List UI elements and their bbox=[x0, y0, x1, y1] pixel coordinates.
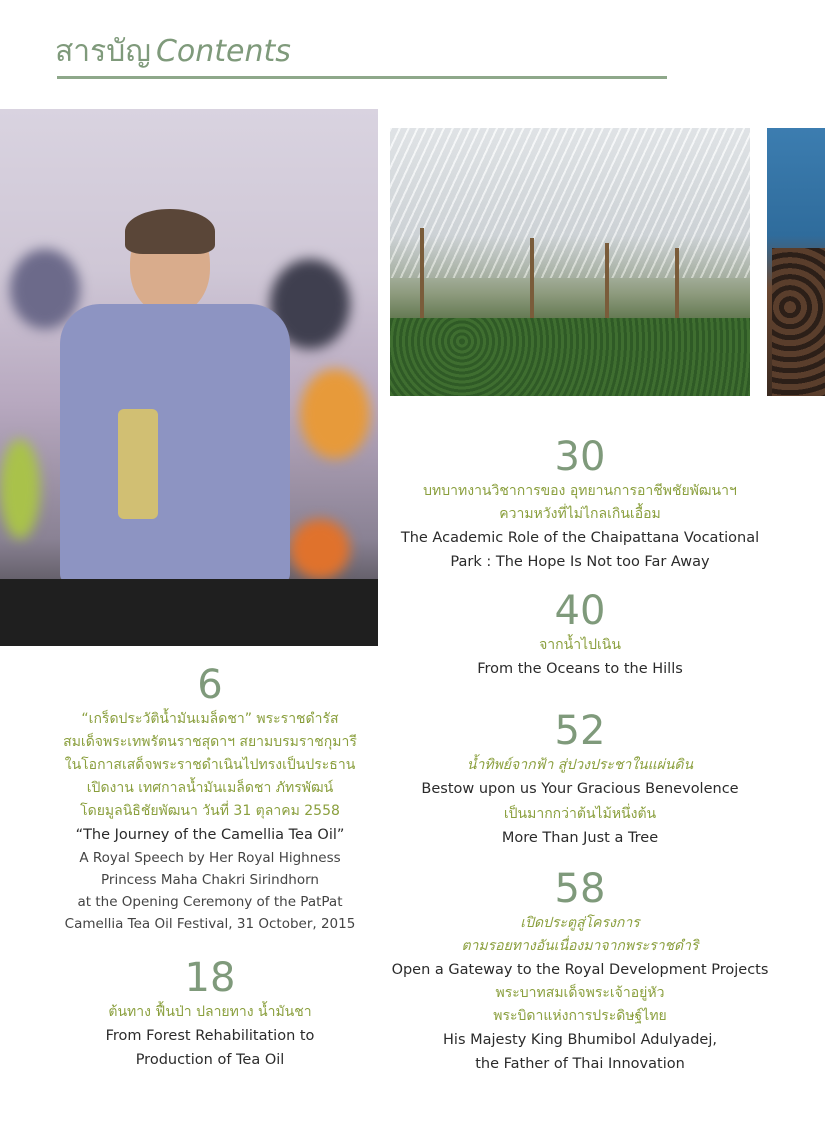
seeds-photo bbox=[767, 128, 825, 396]
thai-line: เปิดงาน เทศกาลน้ำมันเมล็ดชา ภัทรพัฒน์ bbox=[86, 780, 334, 796]
thai-line: เปิดประตูสู่โครงการ bbox=[520, 915, 640, 931]
thai-line: จากน้ำไปเนิน bbox=[539, 637, 621, 653]
title-english: Contents bbox=[155, 34, 291, 69]
thai-line: บทบาทงานวิชาการของ อุทยานการอาชีพชัยพัฒนาฯ bbox=[423, 483, 737, 499]
princess-photo bbox=[0, 109, 378, 646]
page-header bbox=[55, 28, 291, 75]
english-line: the Father of Thai Innovation bbox=[475, 1056, 685, 1072]
entry-page-30[interactable] bbox=[385, 434, 775, 574]
english-line: A Royal Speech by Her Royal Highness bbox=[79, 850, 341, 866]
thai-line: ต้นทาง ฟื้นป่า ปลายทาง น้ำมันชา bbox=[108, 1004, 312, 1020]
header-rule bbox=[57, 76, 667, 79]
title-thai: สารบัญ bbox=[55, 34, 151, 69]
thai-line: ความหวังที่ไม่ไกลเกินเอื้อม bbox=[499, 506, 661, 522]
page-number: 40 bbox=[554, 588, 606, 634]
page-number: 30 bbox=[554, 434, 606, 480]
english-line: His Majesty King Bhumibol Adulyadej, bbox=[443, 1032, 717, 1048]
thai-line: น้ำทิพย์จากฟ้า สู่ปวงประชาในแผ่นดิน bbox=[466, 757, 694, 773]
thai-line: เป็นมากกว่าต้นไม้หนึ่งต้น bbox=[503, 806, 657, 822]
english-line: More Than Just a Tree bbox=[501, 830, 659, 846]
entry-page-52[interactable] bbox=[385, 708, 775, 850]
page-number: 58 bbox=[554, 866, 606, 912]
english-line: at the Opening Ceremony of the PatPat bbox=[77, 894, 343, 910]
english-line: From the Oceans to the Hills bbox=[477, 661, 683, 677]
english-line: Camellia Tea Oil Festival, 31 October, 2015 bbox=[64, 916, 356, 932]
page-number: 6 bbox=[197, 662, 223, 708]
english-line: Open a Gateway to the Royal Development Projects bbox=[391, 962, 769, 978]
thai-line: โดยมูลนิธิชัยพัฒนา วันที่ 31 ตุลาคม 2558 bbox=[80, 803, 340, 819]
thai-line: ตามรอยทางอันเนื่องมาจากพระราชดำริ bbox=[461, 938, 699, 954]
page-number: 52 bbox=[554, 708, 606, 754]
english-line: Princess Maha Chakri Sirindhorn bbox=[101, 872, 319, 888]
english-title: “The Journey of the Camellia Tea Oil” bbox=[75, 827, 345, 843]
page-number: 18 bbox=[184, 955, 236, 1001]
entry-page-40[interactable] bbox=[385, 588, 775, 681]
english-line: From Forest Rehabilitation to bbox=[105, 1028, 315, 1044]
greenhouse-photo bbox=[390, 128, 750, 396]
entry-page-6[interactable] bbox=[40, 662, 380, 935]
thai-line: พระบิดาแห่งการประดิษฐ์ไทย bbox=[493, 1008, 667, 1024]
entry-page-18[interactable] bbox=[40, 955, 380, 1072]
english-line: Production of Tea Oil bbox=[135, 1052, 285, 1068]
english-line: The Academic Role of the Chaipattana Vocational bbox=[400, 530, 760, 546]
thai-line: ในโอกาสเสด็จพระราชดำเนินไปทรงเป็นประธาน bbox=[64, 757, 356, 773]
thai-line: “เกร็ดประวัติน้ำมันเมล็ดชา” พระราชดำรัส bbox=[81, 711, 339, 727]
entry-page-58[interactable] bbox=[385, 866, 775, 1076]
thai-line: สมเด็จพระเทพรัตนราชสุดาฯ สยามบรมราชกุมารี bbox=[63, 734, 357, 750]
english-line: Park : The Hope Is Not too Far Away bbox=[450, 554, 710, 570]
english-line: Bestow upon us Your Gracious Benevolence bbox=[421, 781, 739, 797]
thai-line: พระบาทสมเด็จพระเจ้าอยู่หัว bbox=[495, 985, 665, 1001]
